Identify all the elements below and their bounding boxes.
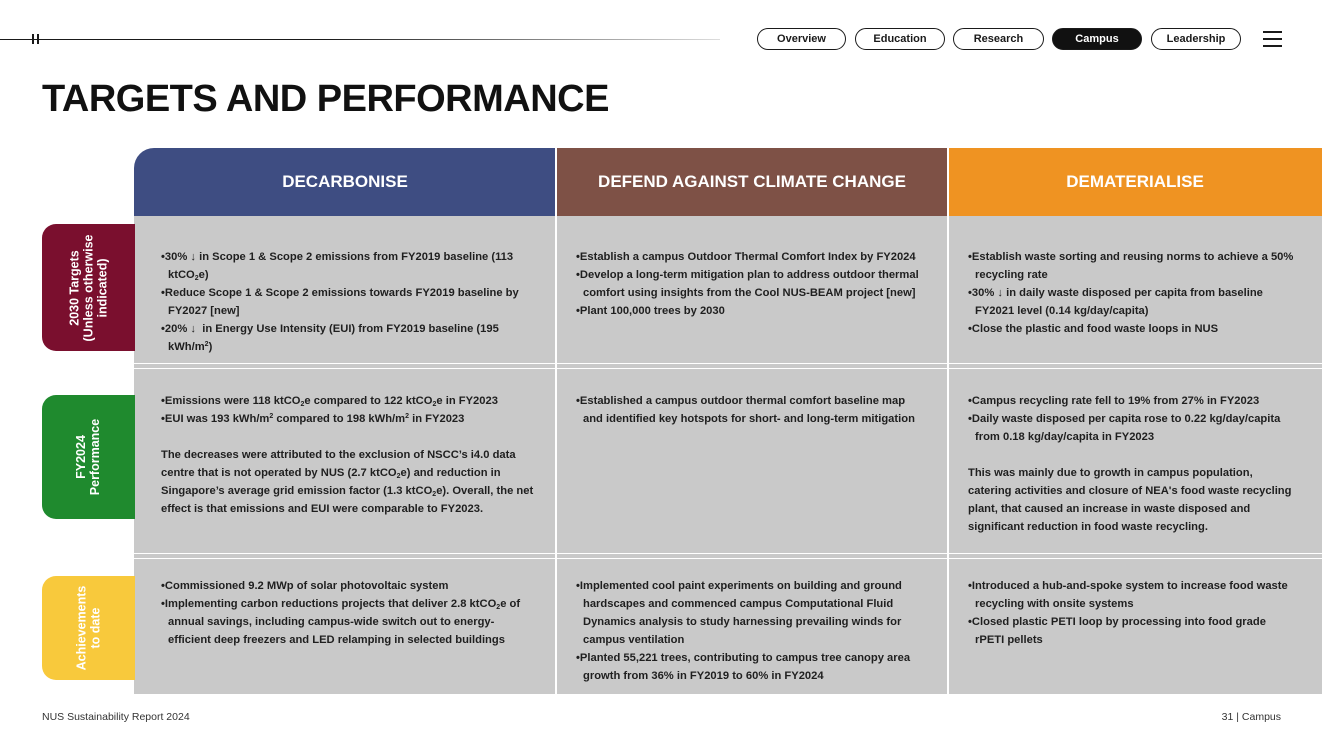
footer-page-number: 31 | Campus [1221, 711, 1281, 723]
row-label-performance [42, 395, 135, 519]
nav-leadership-button[interactable]: Leadership [1151, 28, 1241, 50]
header-rule [0, 39, 720, 41]
cell-achievements-defend [576, 577, 936, 685]
nav-education-button[interactable]: Education [855, 28, 945, 50]
cell-targets-dematerialise [968, 248, 1298, 338]
column-divider [947, 148, 949, 694]
list-item: • 30% ↓ in Scope 1 & Scope 2 emissions from FY2019 baseline (113 ktCO$_2$e) [161, 248, 546, 284]
footer-report-title: NUS Sustainability Report 2024 [42, 711, 190, 723]
cell-targets-decarbonise [161, 248, 546, 356]
cell-achievements-decarbonise [161, 577, 536, 649]
list-item: • Campus recycling rate fell to 19% from 27% in FY2023 [968, 392, 1298, 410]
list-item: • 30% ↓ in daily waste disposed per capita from baseline FY2021 level (0.14 kg/day/capita) [968, 284, 1298, 320]
list-item: • EUI was 193 kWh/$m^2$ compared to 198 kWh/$m^2$ in FY2023 [161, 410, 541, 428]
list-item: • Established a campus outdoor thermal comfort baseline map and identified key hotspots for short- and long-term mitigation [576, 392, 921, 428]
performance-note: This was mainly due to growth in campus population, catering activities and closure of NEA's food waste recycling plant, that caused an increase in waste disposed and significant reduction in food waste recycling. [968, 467, 1292, 533]
cell-targets-defend [576, 248, 926, 320]
list-item: • Close the plastic and food waste loops in NUS [968, 320, 1298, 338]
list-item: • Establish waste sorting and reusing norms to achieve a 50% recycling rate [968, 248, 1298, 284]
cell-achievements-dematerialise [968, 577, 1288, 649]
cell-performance-decarbonise [161, 392, 541, 518]
page-title: TARGETS AND PERFORMANCE [42, 78, 609, 120]
list-item: • Reduce Scope 1 & Scope 2 emissions towards FY2019 baseline by FY2027 [new] [161, 284, 546, 320]
list-item: • Closed plastic PETI loop by processing into food grade rPETI pellets [968, 613, 1288, 649]
row-label-text: 2030 Targets [67, 249, 82, 326]
hamburger-menu-icon[interactable] [1263, 30, 1283, 48]
row-label-targets [42, 224, 135, 351]
list-item: • Establish a campus Outdoor Thermal Comfort Index by FY2024 [576, 248, 926, 266]
row-label-text: Achievements [74, 585, 89, 671]
nav-overview-button[interactable]: Overview [757, 28, 846, 50]
list-item: • Planted 55,221 trees, contributing to campus tree canopy area growth from 36% in FY2019 to 60% in FY2024 [576, 649, 936, 685]
list-item: • Commissioned 9.2 MWp of solar photovoltaic system [161, 577, 536, 595]
list-item: • Implementing carbon reductions projects that deliver 2.8 ktCO$_2$e of annual savings, including campus-wide switch out to energy-efficient deep freezers and LED relamping in selected buildings [161, 595, 536, 649]
list-item: • Plant 100,000 trees by 2030 [576, 302, 926, 320]
row-label-text: Performance [88, 418, 103, 496]
column-divider [555, 148, 557, 694]
list-item: • Implemented cool paint experiments on building and ground hardscapes and commenced campus Computational Fluid Dynamics analysis to study harnessing prevailing winds for campus ventilation [576, 577, 936, 649]
list-item: • Develop a long-term mitigation plan to address outdoor thermal comfort using insights from the Cool NUS-BEAM project [new] [576, 266, 926, 302]
row-label-achievements [42, 576, 135, 680]
list-item: • Emissions were 118 ktCO$_2$e compared to 122 ktCO$_2$e in FY2023 [161, 392, 541, 410]
row-label-text: FY2024 [74, 435, 89, 479]
column-header-decarbonise: DECARBONISE [134, 148, 556, 216]
performance-note: The decreases were attributed to the exclusion of NSCC’s i4.0 data centre that is not operated by NUS (2.7 ktCO$_2$e) and reduction in Singapore’s average grid emission factor (1.3 ktCO$_2$e). Overall, the net effect is that emissions and EUI were comparable to FY2023. [161, 449, 534, 515]
cell-performance-defend [576, 392, 921, 428]
list-item: • Daily waste disposed per capita rose to 0.22 kg/day/capita from 0.18 kg/day/capita in FY2023 [968, 410, 1298, 446]
list-item: • 20% ↓ in Energy Use Intensity (EUI) from FY2019 baseline (195 kWh/$m^2$) [161, 320, 546, 356]
column-header-dematerialise: DEMATERIALISE [948, 148, 1322, 216]
nav-research-button[interactable]: Research [953, 28, 1044, 50]
cell-performance-dematerialise [968, 392, 1298, 536]
row-divider [134, 362, 1322, 370]
column-header-defend: DEFEND AGAINST CLIMATE CHANGE [556, 148, 948, 216]
nav-campus-button[interactable]: Campus [1052, 28, 1142, 50]
row-divider [134, 552, 1322, 560]
header-rule-line [0, 39, 720, 40]
row-label-text: indicated) [95, 257, 110, 318]
list-item: • Introduced a hub-and-spoke system to increase food waste recycling with onsite systems [968, 577, 1288, 613]
row-label-text: (Unless otherwise [81, 234, 96, 341]
rule-tick [37, 34, 39, 44]
row-label-text: to date [88, 607, 103, 649]
rule-tick [32, 34, 34, 44]
